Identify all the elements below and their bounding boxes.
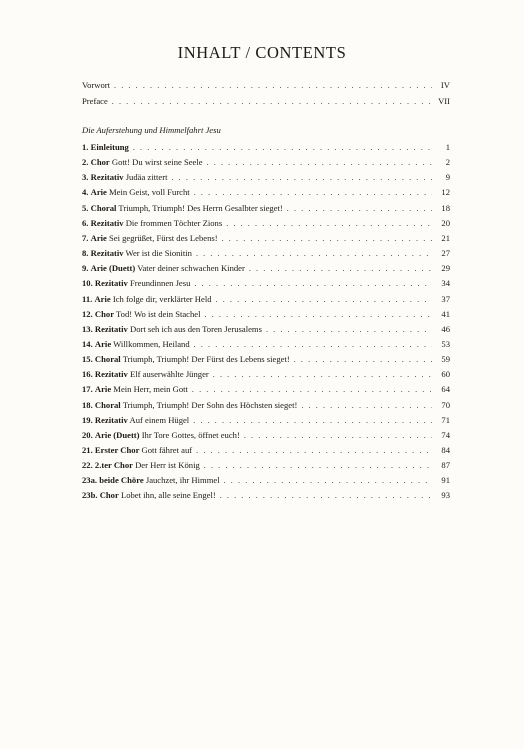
toc-label [82, 276, 190, 290]
toc-label [82, 458, 200, 472]
toc-row[interactable] [82, 261, 450, 275]
toc-page-number: 20 [441, 217, 450, 228]
movement-number: 10. [82, 278, 93, 289]
toc-label [82, 443, 192, 457]
movement-number: 4. [82, 187, 89, 198]
toc-label [82, 488, 216, 502]
dot-leader [194, 338, 432, 352]
dot-leader [196, 444, 432, 458]
toc-row-vorwort[interactable] [82, 78, 450, 92]
movement-number: 2. [82, 157, 89, 168]
movement-text: Gott! Du wirst seine Seele [111, 157, 203, 168]
toc-label [82, 185, 190, 199]
movement-type: Rezitativ [94, 369, 128, 380]
dot-leader [220, 489, 432, 503]
movement-number: 23a. [82, 475, 98, 486]
toc-label [82, 170, 167, 184]
dot-leader [249, 262, 432, 276]
toc-label [82, 382, 188, 396]
toc-page-number: 93 [441, 490, 450, 501]
dot-leader [204, 459, 432, 473]
movement-text: Elf auserwählte Jünger [130, 369, 209, 380]
dot-leader [294, 353, 432, 367]
dot-leader [112, 95, 432, 109]
toc-page-number: 29 [441, 263, 450, 274]
movement-number: 17. [82, 384, 93, 395]
toc-row[interactable] [82, 155, 450, 169]
toc-label [82, 322, 262, 336]
movement-type: Arie [94, 384, 112, 395]
toc-row[interactable] [82, 140, 450, 154]
dot-leader [192, 383, 432, 397]
toc-label [82, 201, 283, 215]
toc-page-number: IV [440, 80, 450, 90]
dot-leader [194, 186, 432, 200]
movement-number: 6. [82, 217, 89, 228]
dot-leader [213, 368, 432, 382]
toc-page-number: 21 [441, 232, 450, 243]
toc-page-number: 34 [441, 278, 450, 289]
dot-leader [301, 399, 432, 413]
toc-row[interactable] [82, 488, 450, 502]
toc-label [82, 140, 129, 154]
movement-type: Chor [94, 308, 115, 319]
movement-type: Choral [94, 354, 121, 365]
movement-text: Gott fähret auf [141, 445, 193, 455]
movement-type: Choral [94, 399, 121, 410]
movement-text: Auf einem Hügel [129, 414, 190, 425]
movement-type: Rezitativ [90, 248, 124, 259]
movement-number: 23b. [82, 490, 98, 501]
toc-row[interactable] [82, 443, 450, 457]
movement-number: 19. [82, 414, 93, 425]
toc-label [82, 292, 212, 306]
movement-type: Chor [99, 490, 119, 501]
movement-number: 11. [82, 293, 93, 304]
dot-leader [224, 474, 432, 488]
toc-page-number: 2 [445, 157, 450, 168]
toc-page-number: VII [438, 96, 450, 106]
movement-type: beide Chöre [99, 475, 144, 486]
toc-page-number: 1 [445, 142, 450, 152]
movement-number: 3. [82, 172, 89, 183]
movement-number: 16. [82, 369, 93, 380]
toc-page-number: 71 [441, 414, 450, 425]
toc-page-number: 12 [441, 187, 450, 198]
toc-label [82, 261, 245, 275]
toc-row[interactable] [82, 170, 450, 184]
dot-leader [193, 414, 432, 428]
movement-text: Ich folge dir, verklärter Held [112, 293, 212, 304]
toc-row[interactable] [82, 307, 450, 321]
dot-leader [287, 202, 432, 216]
movement-text: Judäa zittert [125, 172, 168, 183]
toc-row[interactable] [82, 216, 450, 230]
movement-type: Choral [90, 202, 117, 213]
dot-leader [216, 293, 432, 307]
movement-text: Tod! Wo ist dein Stachel [116, 308, 201, 319]
toc-row[interactable] [82, 322, 450, 336]
movement-type: Rezitativ [94, 323, 128, 334]
movement-number: 20. [82, 429, 93, 440]
toc-label [82, 473, 220, 487]
toc-row[interactable] [82, 185, 450, 199]
dot-leader [205, 308, 433, 322]
toc-label [82, 246, 192, 260]
toc-label [82, 352, 290, 366]
dot-leader [194, 277, 432, 291]
page-title: INHALT / CONTENTS [177, 43, 347, 62]
toc-label [82, 231, 218, 245]
dot-leader [207, 156, 432, 170]
movement-type: Arie (Duett) [90, 263, 136, 274]
movement-type: Arie [94, 293, 111, 304]
movement-text: Die frommen Töchter Zions [125, 217, 223, 228]
toc-row[interactable] [82, 337, 450, 351]
movement-number: 1. [82, 142, 89, 152]
movement-type: Arie [90, 232, 107, 243]
movement-type: Arie (Duett) [94, 429, 140, 440]
toc-row[interactable] [82, 231, 450, 245]
movement-type: Rezitativ [90, 172, 124, 183]
movement-type: Rezitativ [94, 278, 128, 289]
movement-text: Sei gegrüßet, Fürst des Lebens! [109, 232, 218, 243]
movement-type: Arie [90, 187, 107, 198]
toc-page-number: 46 [441, 323, 450, 334]
dot-leader [133, 141, 432, 155]
movement-number: 15. [82, 354, 93, 365]
toc-row[interactable] [82, 398, 450, 412]
toc-page-number: 59 [441, 354, 450, 365]
movement-text: Mein Herr, mein Gott [113, 384, 188, 395]
toc-row[interactable] [82, 367, 450, 381]
movement-text: Triumph, Triumph! Der Fürst des Lebens sieget! [122, 354, 290, 365]
movement-type: 2.ter Chor [94, 460, 133, 471]
section-heading: Die Auferstehung und Himmelfahrt Jesu [82, 125, 221, 135]
movement-text: Triumph, Triumph! Des Herrn Gesalbter sieget! [118, 202, 283, 213]
toc-page-number: 9 [445, 172, 450, 183]
toc-label [82, 398, 297, 412]
movement-number: 12. [82, 308, 93, 319]
toc-page-number: 87 [441, 460, 450, 471]
movement-number: 14. [82, 339, 93, 349]
toc-page-number: 70 [441, 399, 450, 410]
toc-label [82, 337, 190, 351]
toc-label [82, 216, 222, 230]
toc-row[interactable] [82, 292, 450, 306]
movement-text: Wer ist die Sionitin [125, 248, 192, 259]
toc-page-number: 64 [441, 384, 450, 395]
movement-text: Vater deiner schwachen Kinder [137, 263, 245, 274]
dot-leader [196, 247, 432, 261]
toc-row[interactable] [82, 382, 450, 396]
movement-number: 7. [82, 232, 89, 243]
toc-row[interactable] [82, 428, 450, 442]
toc-row[interactable] [82, 201, 450, 215]
dot-leader [226, 217, 432, 231]
movement-number: 5. [82, 202, 89, 213]
dot-leader [222, 232, 432, 246]
movement-text: Triumph, Triumph! Der Sohn des Höchsten sieget! [122, 399, 298, 410]
toc-row[interactable] [82, 473, 450, 487]
movement-text: Lobet ihn, alle seine Engel! [120, 490, 216, 501]
toc-page-number: 84 [441, 445, 450, 455]
toc-label [82, 367, 209, 381]
toc-row[interactable] [82, 352, 450, 366]
movement-number: 13. [82, 323, 93, 334]
toc-label [82, 428, 240, 442]
movement-type: Chor [90, 157, 110, 168]
movement-type: Einleitung [90, 142, 129, 152]
movement-text: Willkommen, Heiland [113, 339, 190, 349]
movement-text: Der Herr ist König [135, 460, 200, 471]
movement-number: 9. [82, 263, 89, 274]
toc-row-preface[interactable] [82, 94, 450, 108]
movement-text: Ihr Tore Gottes, öffnet euch! [141, 429, 240, 440]
toc-row[interactable] [82, 458, 450, 472]
toc-row[interactable] [82, 276, 450, 290]
toc-page-number: 18 [441, 202, 450, 213]
toc-page-number: 37 [441, 293, 450, 304]
movement-text: Freundinnen Jesu [130, 278, 191, 289]
movement-text: Mein Geist, voll Furcht [109, 187, 190, 198]
toc-page-number: 53 [441, 339, 450, 349]
movement-type: Arie [94, 339, 112, 349]
movement-text: Jauchzet, ihr Himmel [145, 475, 220, 486]
dot-leader [266, 323, 432, 337]
movement-number: 22. [82, 460, 93, 471]
movement-number: 21. [82, 445, 93, 455]
toc-page-number: 60 [441, 369, 450, 380]
movement-number: 18. [82, 399, 93, 410]
dot-leader [244, 429, 432, 443]
dot-leader [114, 79, 432, 93]
toc-row[interactable] [82, 413, 450, 427]
dot-leader [171, 171, 432, 185]
toc-label: Preface [82, 96, 108, 106]
toc-label [82, 413, 189, 427]
movement-type: Rezitativ [94, 414, 128, 425]
toc-label [82, 155, 203, 169]
toc-page-number: 74 [441, 429, 450, 440]
toc-page-number: 41 [441, 308, 450, 319]
toc-label [82, 307, 201, 321]
movement-number: 8. [82, 248, 89, 259]
toc-label: Vorwort [82, 80, 111, 90]
movement-text: Dort seh ich aus den Toren Jerusalems [130, 323, 262, 334]
toc-row[interactable] [82, 246, 450, 260]
toc-page-number: 27 [441, 248, 450, 259]
movement-type: Rezitativ [90, 217, 124, 228]
movement-type: Erster Chor [94, 445, 140, 455]
toc-page-number: 91 [441, 475, 450, 486]
